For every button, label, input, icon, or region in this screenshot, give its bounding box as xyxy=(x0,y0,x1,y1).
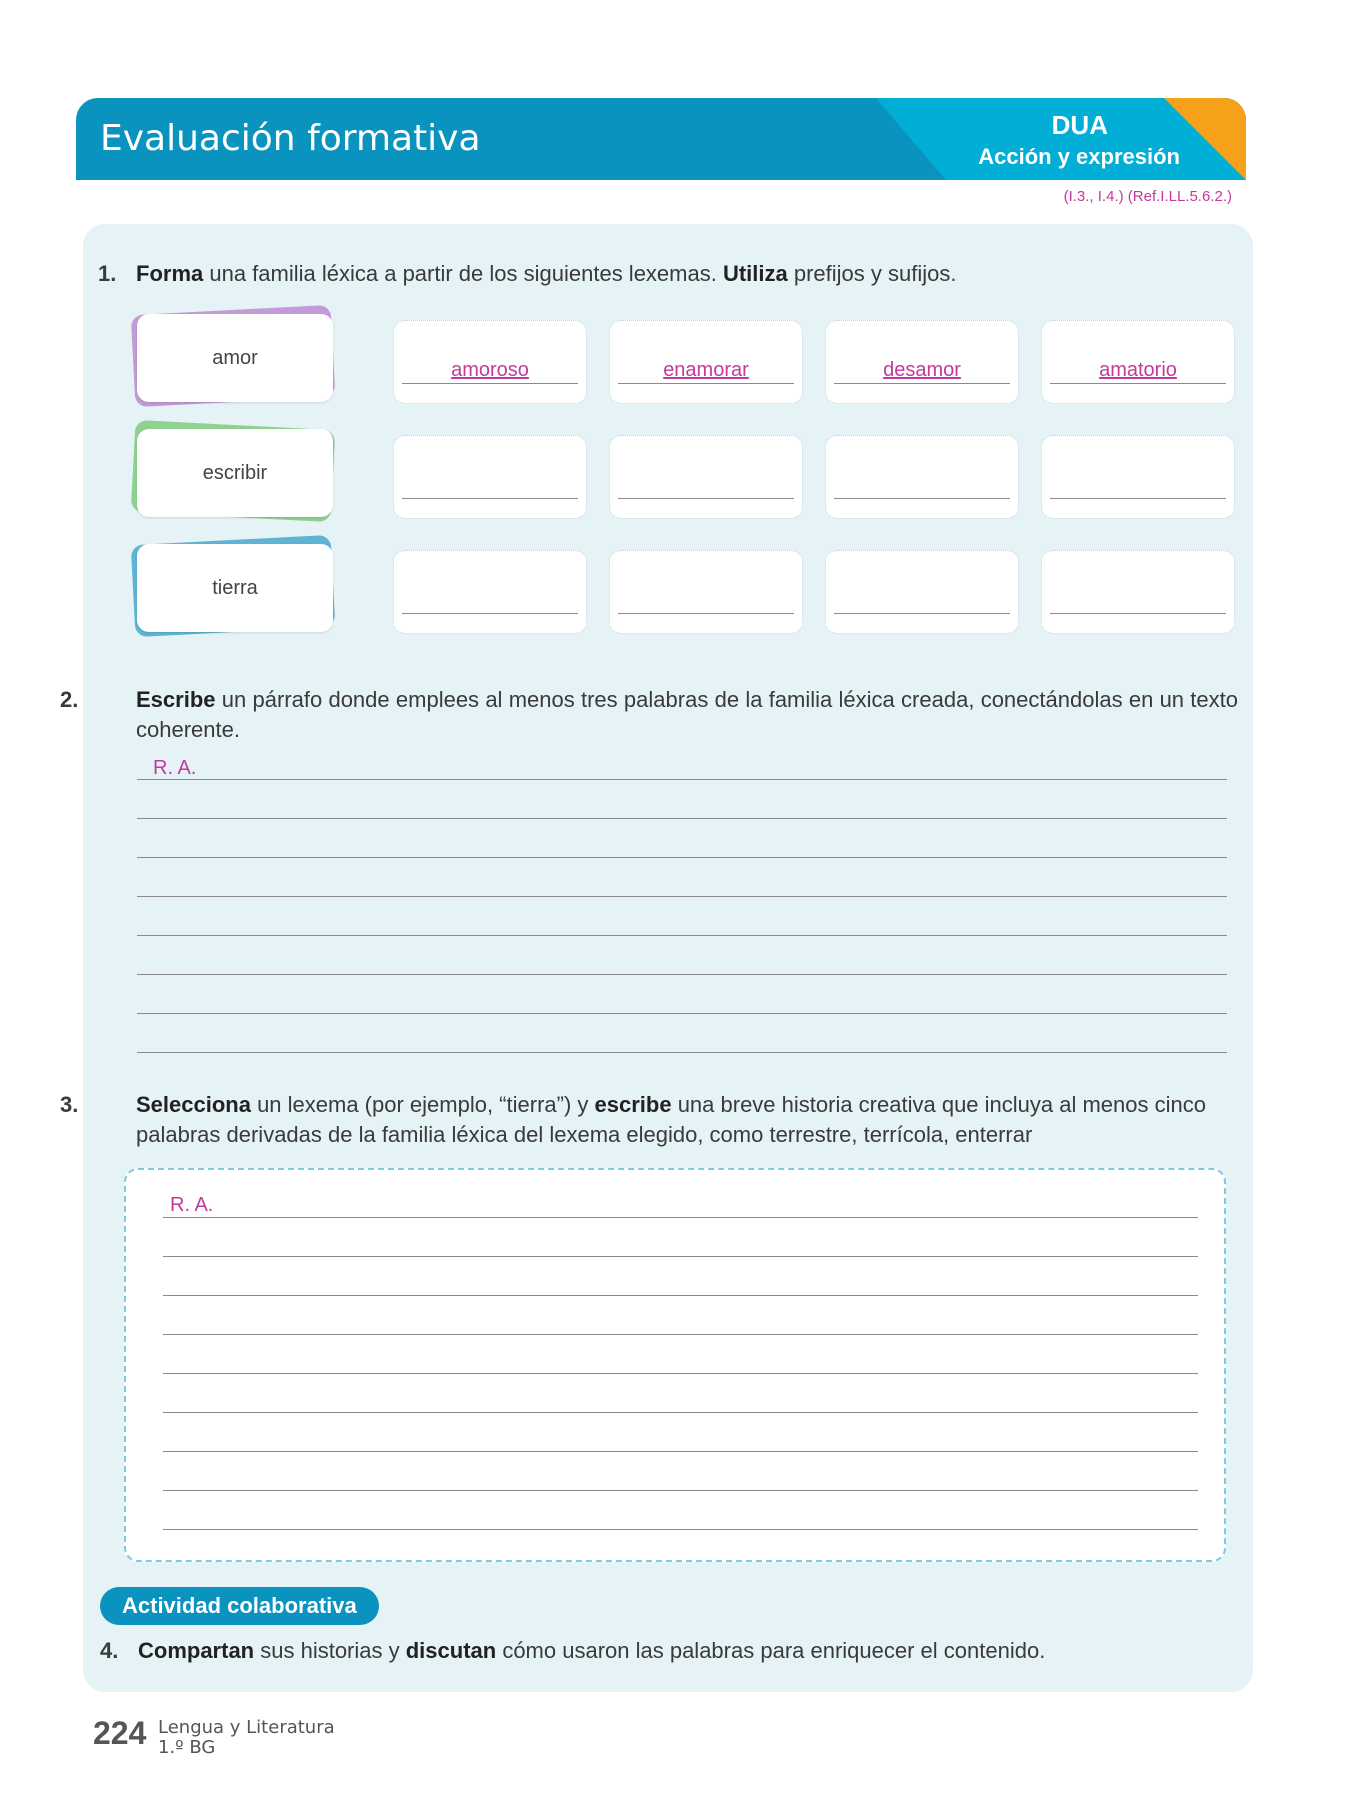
answer-text: amoroso xyxy=(451,359,529,381)
answer-line xyxy=(1050,383,1226,384)
section-header xyxy=(76,98,1246,180)
question-text: sus historias y xyxy=(254,1638,406,1663)
instruction-verb: Forma xyxy=(136,261,204,286)
answer-box[interactable] xyxy=(1041,320,1235,404)
writing-line[interactable] xyxy=(137,935,1227,936)
answer-text: R. A. xyxy=(170,1194,214,1216)
lexeme-card-tierra xyxy=(133,540,333,640)
answer-line xyxy=(834,383,1010,384)
grade-level: 1.º BG xyxy=(158,1737,216,1758)
answer-line xyxy=(402,613,578,614)
writing-line[interactable] xyxy=(163,1451,1198,1452)
answer-box[interactable] xyxy=(393,550,587,634)
answer-box[interactable] xyxy=(393,435,587,519)
answer-line xyxy=(834,613,1010,614)
instruction-verb: Selecciona xyxy=(136,1092,251,1117)
lexeme-card-escribir xyxy=(133,425,333,525)
question-2 xyxy=(60,685,1238,745)
question-3 xyxy=(60,1090,1238,1150)
question-text: un párrafo donde emplees al menos tres palabras de la familia léxica creada, conectándolas en un texto coherente. xyxy=(136,687,1238,742)
subject-name: Lengua y Literatura xyxy=(158,1717,335,1738)
question-number: 2. xyxy=(60,687,79,712)
answer-box[interactable] xyxy=(825,550,1019,634)
lexeme-card-amor xyxy=(133,310,333,410)
lexeme-label: tierra xyxy=(137,544,333,632)
lexeme-label: amor xyxy=(137,314,333,402)
question-number: 1. xyxy=(98,261,117,286)
answer-box[interactable] xyxy=(1041,550,1235,634)
answer-box[interactable] xyxy=(609,550,803,634)
story-writing-area[interactable] xyxy=(124,1168,1226,1562)
writing-line[interactable] xyxy=(163,1529,1198,1530)
writing-line[interactable] xyxy=(163,1490,1198,1491)
collaborative-activity-badge: Actividad colaborativa xyxy=(100,1587,379,1625)
footer-subject xyxy=(158,1718,335,1758)
answer-box[interactable] xyxy=(609,435,803,519)
writing-line[interactable] xyxy=(137,779,1227,780)
answer-text: enamorar xyxy=(663,359,749,381)
answer-line xyxy=(402,383,578,384)
writing-line[interactable] xyxy=(163,1295,1198,1296)
instruction-verb: Escribe xyxy=(136,687,216,712)
question-text: una breve historia creativa que incluya al menos cinco palabras derivadas de la familia léxica del lexema elegido, como terrestre, terrícola, enterrar xyxy=(136,1092,1206,1147)
question-4 xyxy=(100,1636,1240,1666)
writing-line[interactable] xyxy=(163,1334,1198,1335)
question-1 xyxy=(98,259,1238,289)
lexeme-label: escribir xyxy=(137,429,333,517)
question-text: una familia léxica a partir de los siguientes lexemas. xyxy=(203,261,723,286)
answer-line xyxy=(618,498,794,499)
page-number: 224 xyxy=(93,1715,147,1751)
question-text: cómo usaron las palabras para enriquecer el contenido. xyxy=(496,1638,1046,1663)
answer-line xyxy=(1050,613,1226,614)
writing-line[interactable] xyxy=(163,1256,1198,1257)
answer-box[interactable] xyxy=(825,320,1019,404)
writing-line[interactable] xyxy=(163,1373,1198,1374)
writing-line[interactable] xyxy=(163,1412,1198,1413)
answer-box[interactable] xyxy=(393,320,587,404)
dua-subtitle: Acción y expresión xyxy=(978,144,1180,169)
writing-line[interactable] xyxy=(137,857,1227,858)
writing-line[interactable] xyxy=(163,1217,1198,1218)
question-number: 3. xyxy=(60,1092,79,1117)
instruction-verb: Utiliza xyxy=(722,261,788,286)
question-text: un lexema (por ejemplo, “tierra”) y xyxy=(250,1092,595,1117)
answer-text: desamor xyxy=(883,359,961,381)
instruction-verb: Compartan xyxy=(138,1638,255,1663)
answer-text: amatorio xyxy=(1099,359,1177,381)
curriculum-reference: (I.3., I.4.) (Ref.I.LL.5.6.2.) xyxy=(1063,188,1232,205)
instruction-verb: escribe xyxy=(594,1092,672,1117)
answer-line xyxy=(834,498,1010,499)
answer-line xyxy=(618,383,794,384)
instruction-verb: discutan xyxy=(405,1638,497,1663)
answer-box[interactable] xyxy=(825,435,1019,519)
writing-line[interactable] xyxy=(137,818,1227,819)
writing-line[interactable] xyxy=(137,1013,1227,1014)
answer-line xyxy=(1050,498,1226,499)
writing-line[interactable] xyxy=(137,1052,1227,1053)
writing-line[interactable] xyxy=(137,896,1227,897)
answer-line xyxy=(402,498,578,499)
writing-line[interactable] xyxy=(137,974,1227,975)
answer-line xyxy=(618,613,794,614)
section-title: Evaluación formativa xyxy=(100,118,481,159)
dua-label: DUA xyxy=(1051,110,1108,140)
answer-text: R. A. xyxy=(153,757,197,779)
question-number: 4. xyxy=(100,1638,119,1663)
answer-box[interactable] xyxy=(1041,435,1235,519)
question-text: prefijos y sufijos. xyxy=(787,261,957,286)
answer-box[interactable] xyxy=(609,320,803,404)
